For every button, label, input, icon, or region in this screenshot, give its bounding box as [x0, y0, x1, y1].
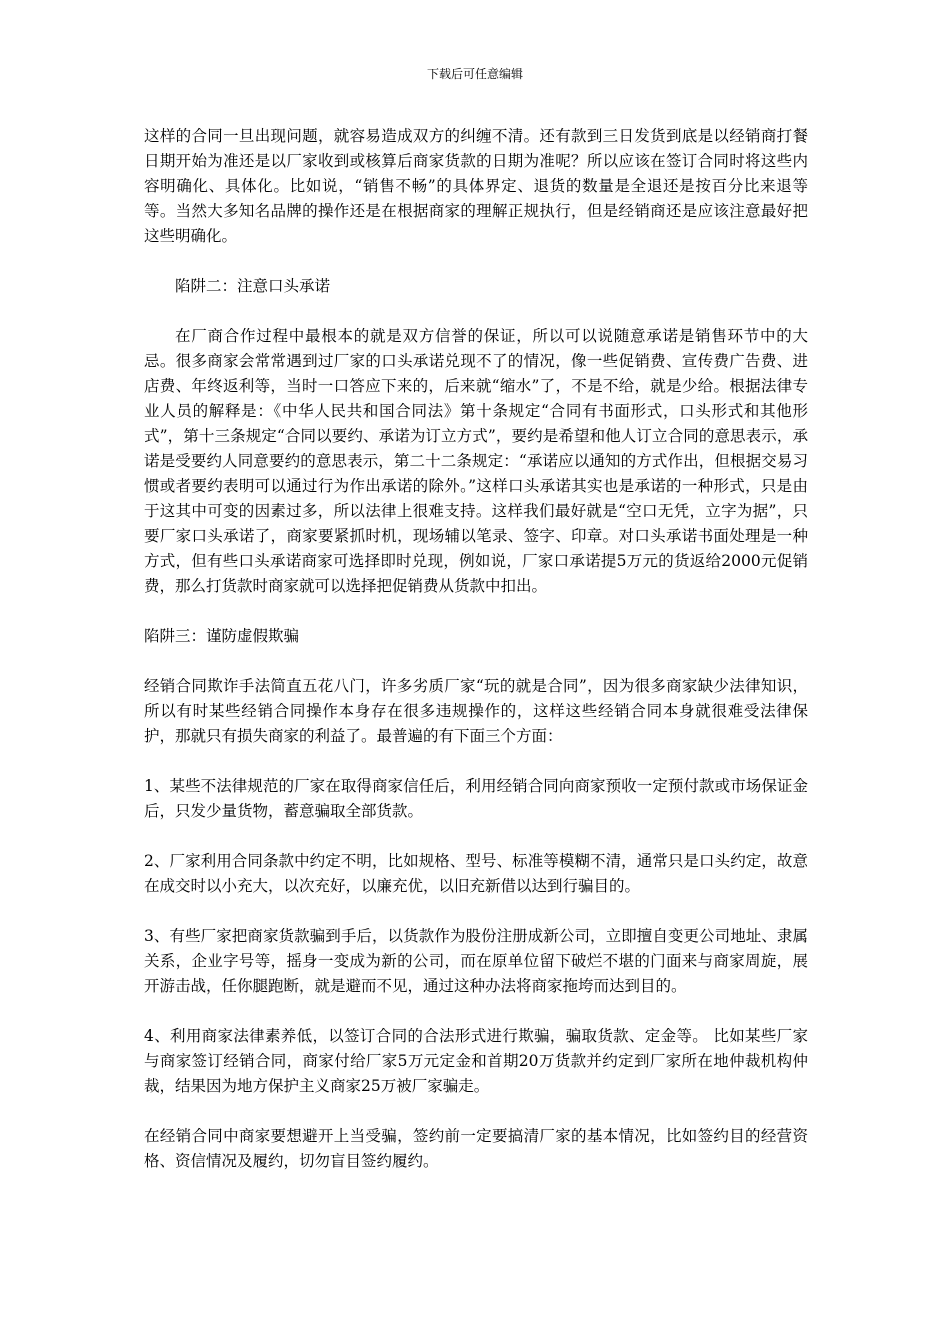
- document-body: [144, 124, 808, 1199]
- page-header: 下载后可任意编辑: [426, 67, 523, 81]
- heading-trap-two: 陷阱二：注意口头承诺: [175, 277, 331, 295]
- heading-trap-three: 陷阱三：谨防虚假欺骗: [144, 627, 300, 645]
- list-item-fraud-4: 4、利用商家法律素养低，以签订合同的合法形式进行欺骗，骗取货款、定金等。 比如某些厂家与商家签订经销合同，商家付给厂家5万元定金和首期20万货款并约定到厂家所在地仲裁机构仲裁，结果因为地方保护主义商家25万被厂家骗走。: [144, 1027, 808, 1095]
- paragraph-verbal-promise: 在厂商合作过程中最根本的就是双方信誉的保证，所以可以说随意承诺是销售环节中的大忌。很多商家会常常遇到过厂家的口头承诺兑现不了的情况，像一些促销费、宣传费广告费、进店费、年终返利等，当时一口答应下来的，后来就“缩水”了，不是不给，就是少给。根据法律专业人员的解释是：《中华人民共和国合同法》第十条规定“合同有书面形式，口头形式和其他形式”，第十三条规定“合同以要约、承诺为订立方式”，要约是希望和他人订立合同的意思表示，承诺是受要约人同意要约的意思表示，第二十二条规定：“承诺应以通知的方式作出，但根据交易习惯或者要约表明可以通过行为作出承诺的除外。”这样口头承诺其实也是承诺的一种形式，只是由于这其中可变的因素过多，所以法律上很难支持。这样我们最好就是“空口无凭，立字为据”，只要厂家口头承诺了，商家要紧抓时机，现场辅以笔录、签字、印章。对口头承诺书面处理是一种方式，但有些口头承诺商家可选择即时兑现，例如说，厂家口承诺提5万元的货返给2000元促销费，那么打货款时商家就可以选择把促销费从货款中扣出。: [144, 327, 808, 595]
- paragraph-contract-clarity: 这样的合同一旦出现问题，就容易造成双方的纠缠不清。还有款到三日发货到底是以经销商打餐日期开始为准还是以厂家收到或核算后商家货款的日期为准呢？所以应该在签订合同时将这些内容明确化、具体化。比如说，“销售不畅”的具体界定、退货的数量是全退还是按百分比来退等等。当然大多知名品牌的操作还是在根据商家的理解正规执行，但是经销商还是应该注意最好把这些明确化。: [144, 127, 808, 245]
- paragraph-fraud-intro: 经销合同欺诈手法简直五花八门，许多劣质厂家“玩的就是合同”，因为很多商家缺少法律知识，所以有时某些经销合同操作本身存在很多违规操作的，这样这些经销合同本身就很难受法律保护，那就只有损失商家的利益了。最普遍的有下面三个方面：: [144, 677, 808, 745]
- paragraph-conclusion: 在经销合同中商家要想避开上当受骗，签约前一定要搞清厂家的基本情况，比如签约目的经营资格、资信情况及履约，切勿盲目签约履约。: [144, 1127, 808, 1170]
- list-item-fraud-1: 1、某些不法律规范的厂家在取得商家信任后，利用经销合同向商家预收一定预付款或市场保证金后，只发少量货物，蓄意骗取全部货款。: [144, 777, 808, 820]
- list-item-fraud-2: 2、厂家利用合同条款中约定不明，比如规格、型号、标准等模糊不清，通常只是口头约定，故意在成交时以小充大，以次充好，以廉充优，以旧充新借以达到行骗目的。: [144, 852, 808, 895]
- list-item-fraud-3: 3、有些厂家把商家货款骗到手后，以货款作为股份注册成新公司，立即擅自变更公司地址、隶属关系，企业字号等，摇身一变成为新的公司，而在原单位留下破烂不堪的门面来与商家周旋，展开游击战，任你腿跑断，就是避而不见，通过这种办法将商家拖垮而达到目的。: [144, 927, 808, 995]
